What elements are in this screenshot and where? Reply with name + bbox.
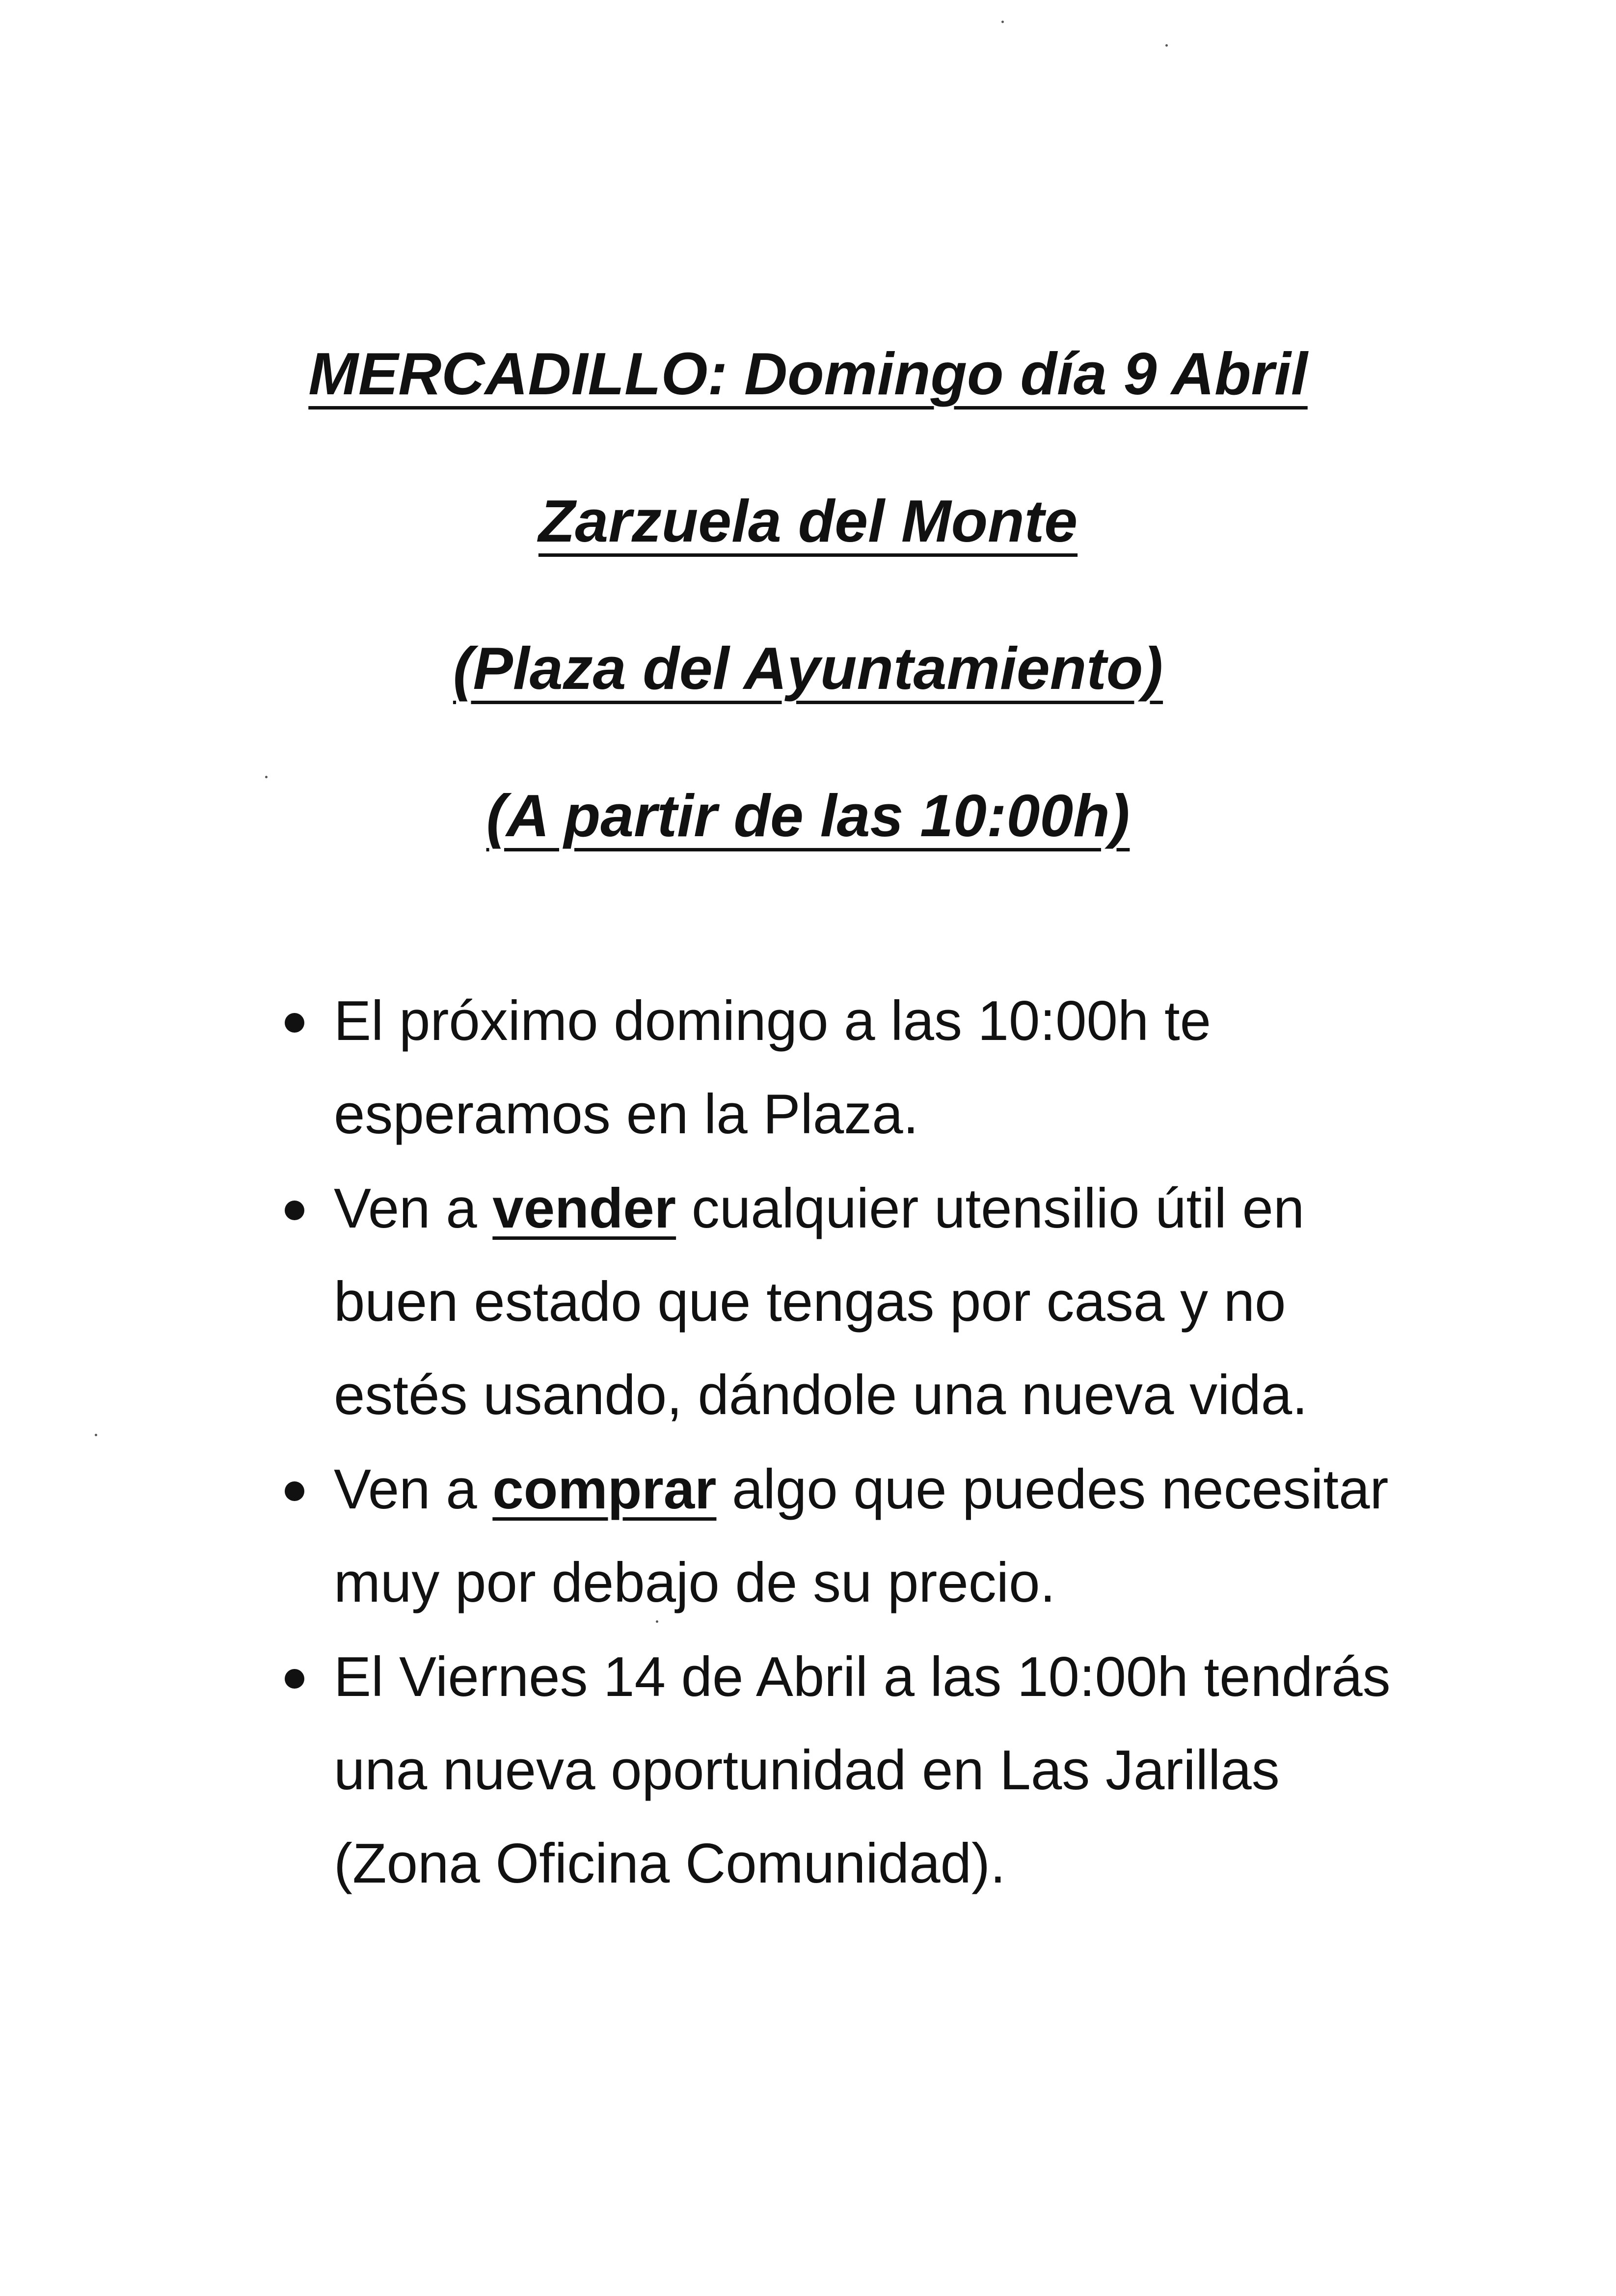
bullet-text: El Viernes 14 de Abril a las 10:00h tendrás una nueva oportunidad en Las Jarillas (Zona Oficina Comunidad).: [334, 1646, 1391, 1895]
bullet-text-suffix: algo que puedes necesitar muy por debajo de su precio.: [334, 1458, 1389, 1614]
scan-speck: [265, 776, 268, 778]
heading-time: (A partir de las 10:00h): [486, 782, 1130, 849]
bullet-icon: [285, 1481, 304, 1501]
bullet-text-suffix: cualquier utensilio útil en buen estado que tengas por casa y no estés usando, dándole una nueva vida.: [334, 1177, 1308, 1426]
list-item: [275, 1162, 1404, 1442]
scan-speck: [1001, 21, 1004, 23]
bullet-icon: [285, 1013, 304, 1033]
list-item: [275, 1631, 1404, 1911]
list-item: [275, 975, 1404, 1161]
list-item: [275, 1443, 1404, 1630]
scan-speck: [95, 1434, 97, 1436]
event-heading: [0, 340, 1616, 933]
bullet-icon: [285, 1201, 304, 1220]
bullet-icon: [285, 1669, 304, 1689]
heading-venue: (Plaza del Ayuntamiento): [453, 635, 1163, 702]
emphasis-word: comprar: [492, 1458, 717, 1521]
scan-speck: [1165, 44, 1168, 47]
bullet-text: El próximo domingo a las 10:00h te esperamos en la Plaza.: [334, 990, 1212, 1146]
scan-speck: [656, 1620, 658, 1623]
heading-location: Zarzuela del Monte: [538, 488, 1078, 554]
heading-title: MERCADILLO: Domingo día 9 Abril: [308, 340, 1308, 407]
bullet-text-prefix: Ven a: [334, 1458, 493, 1521]
emphasis-word: vender: [492, 1177, 676, 1240]
bullet-text-prefix: Ven a: [334, 1177, 493, 1240]
info-bullet-list: [275, 975, 1404, 1912]
